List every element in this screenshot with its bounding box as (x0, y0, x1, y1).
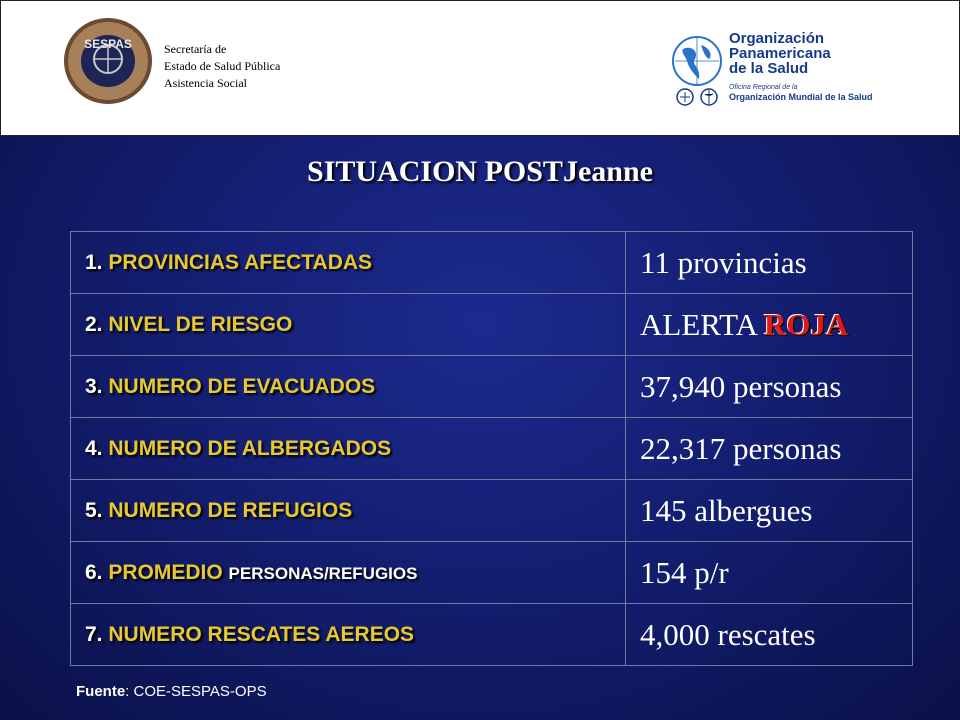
table-row (71, 356, 913, 418)
row-number: 1. (85, 250, 109, 274)
table-row (71, 604, 913, 666)
source-label: Fuente (76, 683, 126, 700)
paho-name-line: de la Salud (729, 60, 809, 77)
row-label: NUMERO DE ALBERGADOS (108, 436, 392, 460)
emblem-icons (675, 87, 723, 107)
row-value-cell (626, 480, 913, 542)
table-row (71, 542, 913, 604)
alert-level-emphasis: ROJA (763, 306, 849, 342)
secretaria-line: Asistencia Social (164, 76, 247, 90)
row-label: NUMERO RESCATES AEREOS (108, 622, 415, 646)
row-label: NUMERO DE EVACUADOS (108, 374, 376, 398)
secretaria-line: Secretaría de (164, 42, 227, 56)
row-label-cell (71, 356, 626, 418)
row-label: NUMERO DE REFUGIOS (108, 498, 353, 522)
row-number: 2. (85, 312, 109, 336)
paho-name-line: Organización (729, 30, 825, 47)
row-value-cell (626, 418, 913, 480)
row-value: 11 provincias (640, 244, 807, 280)
row-value: ALERTA (640, 306, 764, 342)
sespas-seal-logo (63, 17, 153, 105)
row-number: 3. (85, 374, 109, 398)
row-label-small: PERSONAS/REFUGIOS (228, 563, 418, 583)
row-value-cell (626, 542, 913, 604)
paho-sub-line-1: Oficina Regional de la (729, 84, 798, 91)
source-text: : COE-SESPAS-OPS (125, 683, 267, 700)
table-row (71, 294, 913, 356)
slide-title: SITUACION POSTJeanne (307, 155, 653, 188)
source-note (76, 683, 267, 700)
paho-subtitle (729, 83, 873, 103)
row-value: 154 p/r (640, 554, 729, 590)
row-label: NIVEL DE RIESGO (108, 312, 293, 336)
row-number: 5. (85, 498, 109, 522)
globe-icon (671, 35, 723, 87)
row-value-cell (626, 604, 913, 666)
paho-name (729, 31, 831, 76)
row-label: PROMEDIO (108, 560, 229, 584)
row-label-cell (71, 480, 626, 542)
seal-text: SESPAS (84, 37, 132, 51)
paho-logo (671, 31, 881, 111)
row-number: 7. (85, 622, 109, 646)
row-value: 145 albergues (640, 492, 813, 528)
secretaria-line: Estado de Salud Pública (164, 59, 281, 73)
situation-table (70, 231, 913, 666)
row-value-cell (626, 294, 913, 356)
row-number: 4. (85, 436, 109, 460)
row-value: 37,940 personas (640, 368, 842, 404)
secretaria-name (164, 41, 280, 92)
paho-sub-line-2: Organización Mundial de la Salud (729, 92, 873, 102)
row-value-cell (626, 232, 913, 294)
paho-name-line: Panamericana (729, 45, 831, 62)
header-banner (0, 0, 960, 136)
table-row (71, 418, 913, 480)
row-label-cell (71, 418, 626, 480)
row-label: PROVINCIAS AFECTADAS (108, 250, 373, 274)
row-value: 4,000 rescates (640, 616, 816, 652)
row-value-cell (626, 356, 913, 418)
table-row (71, 232, 913, 294)
row-value: 22,317 personas (640, 430, 842, 466)
row-label-cell (71, 542, 626, 604)
row-label-cell (71, 232, 626, 294)
row-label-cell (71, 294, 626, 356)
row-number: 6. (85, 560, 109, 584)
row-label-cell (71, 604, 626, 666)
table-row (71, 480, 913, 542)
